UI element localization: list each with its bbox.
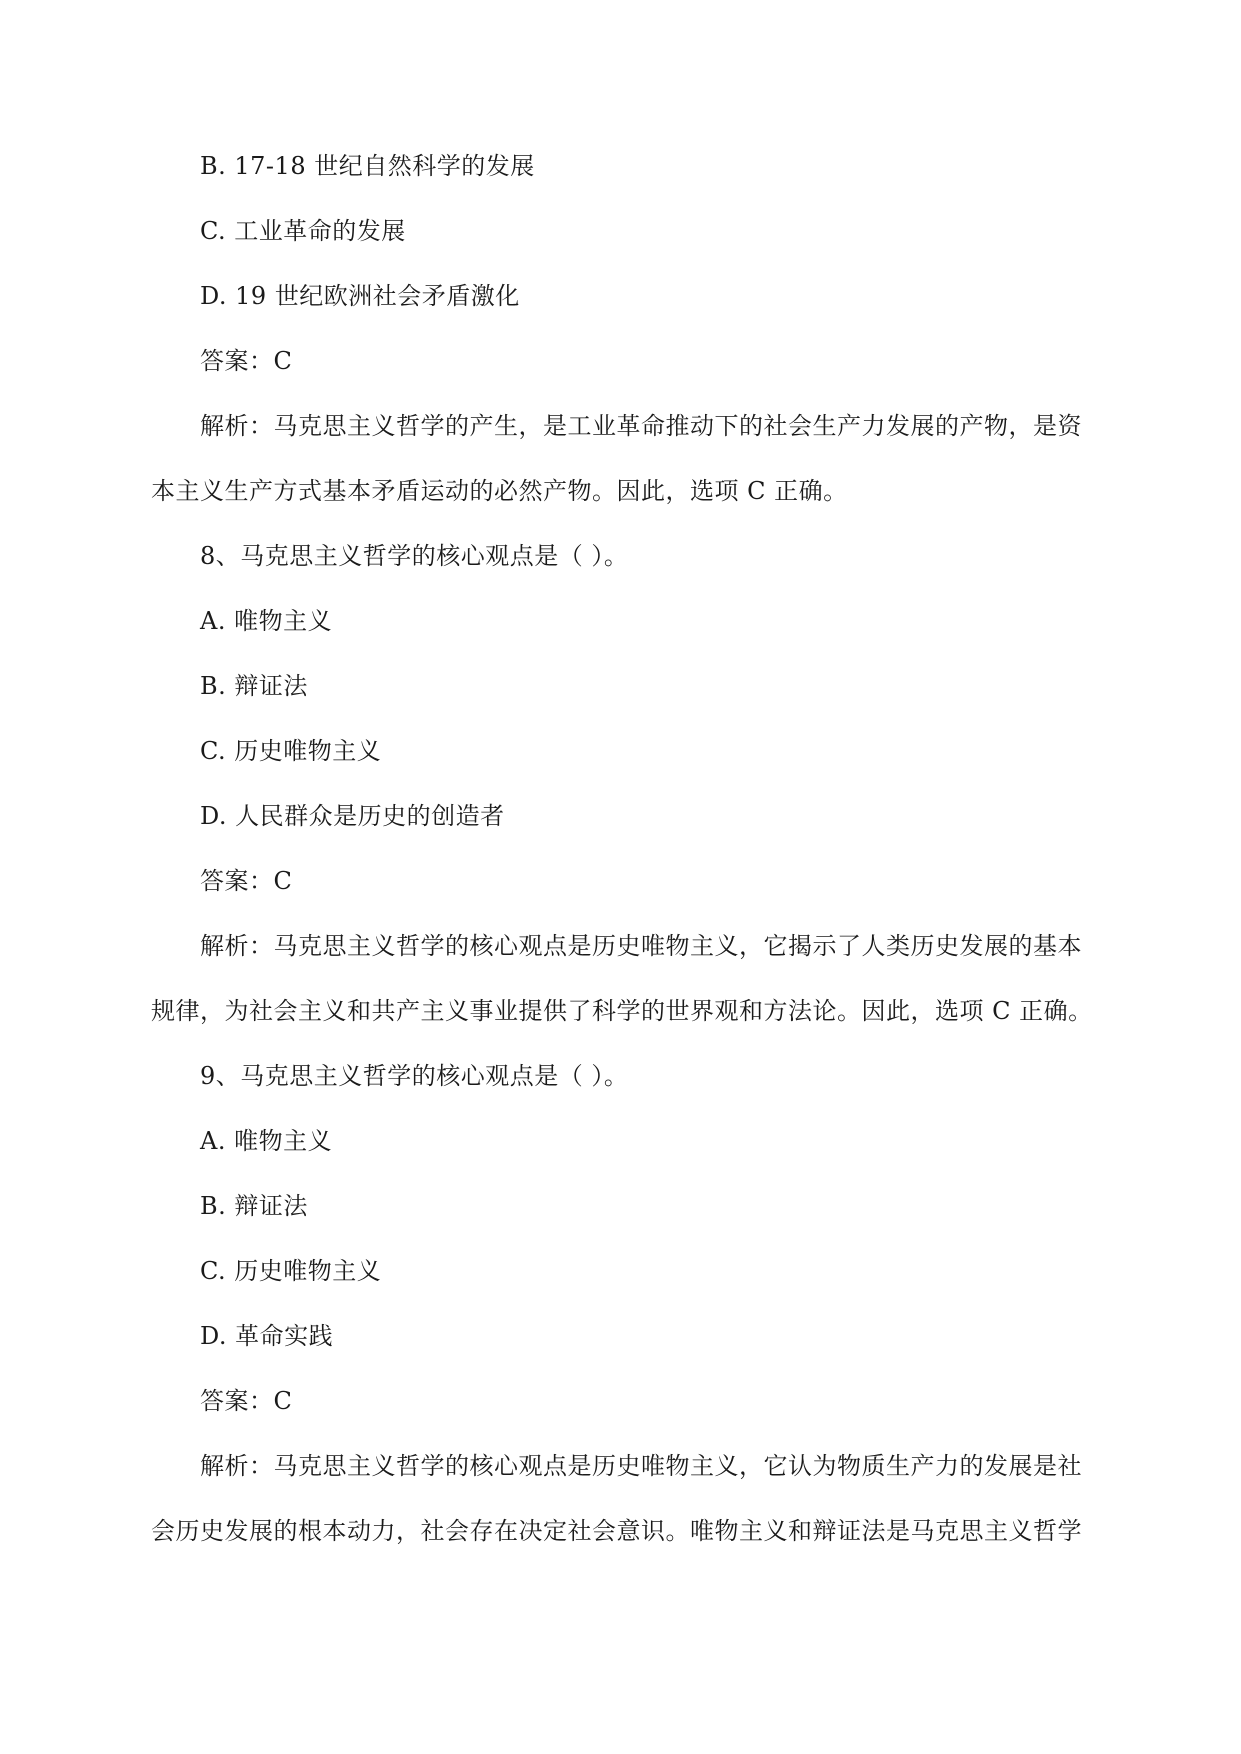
q8-option-a: A. 唯物主义	[200, 607, 333, 635]
q8-option-c: C. 历史唯物主义	[200, 737, 382, 765]
q9-answer: 答案：C	[200, 1387, 293, 1415]
q9-option-d: D. 革命实践	[200, 1322, 334, 1350]
q8-question: 8、马克思主义哲学的核心观点是（ ）。	[200, 542, 629, 570]
q8-analysis-line-2: 规律，为社会主义和共产主义事业提供了科学的世界观和方法论。因此，选项 C 正确。	[151, 997, 1093, 1025]
q9-option-a: A. 唯物主义	[200, 1127, 333, 1155]
q9-question: 9、马克思主义哲学的核心观点是（ ）。	[200, 1062, 629, 1090]
q7-option-b: B. 17-18 世纪自然科学的发展	[200, 152, 535, 180]
q7-analysis-line-2: 本主义生产方式基本矛盾运动的必然产物。因此，选项 C 正确。	[151, 477, 848, 505]
q7-option-c: C. 工业革命的发展	[200, 217, 406, 245]
q9-option-c: C. 历史唯物主义	[200, 1257, 382, 1285]
q8-option-b: B. 辩证法	[200, 672, 308, 700]
q9-analysis-line-2: 会历史发展的根本动力，社会存在决定社会意识。唯物主义和辩证法是马克思主义哲学	[151, 1517, 1082, 1545]
q9-option-b: B. 辩证法	[200, 1192, 308, 1220]
q8-answer: 答案：C	[200, 867, 293, 895]
q7-analysis-line-1: 解析：马克思主义哲学的产生，是工业革命推动下的社会生产力发展的产物，是资	[200, 412, 1082, 440]
q9-analysis-line-1: 解析：马克思主义哲学的核心观点是历史唯物主义，它认为物质生产力的发展是社	[200, 1452, 1082, 1480]
q8-analysis-line-1: 解析：马克思主义哲学的核心观点是历史唯物主义，它揭示了人类历史发展的基本	[200, 932, 1082, 960]
q8-option-d: D. 人民群众是历史的创造者	[200, 802, 505, 830]
q7-answer: 答案：C	[200, 347, 293, 375]
q7-option-d: D. 19 世纪欧洲社会矛盾激化	[200, 282, 520, 310]
